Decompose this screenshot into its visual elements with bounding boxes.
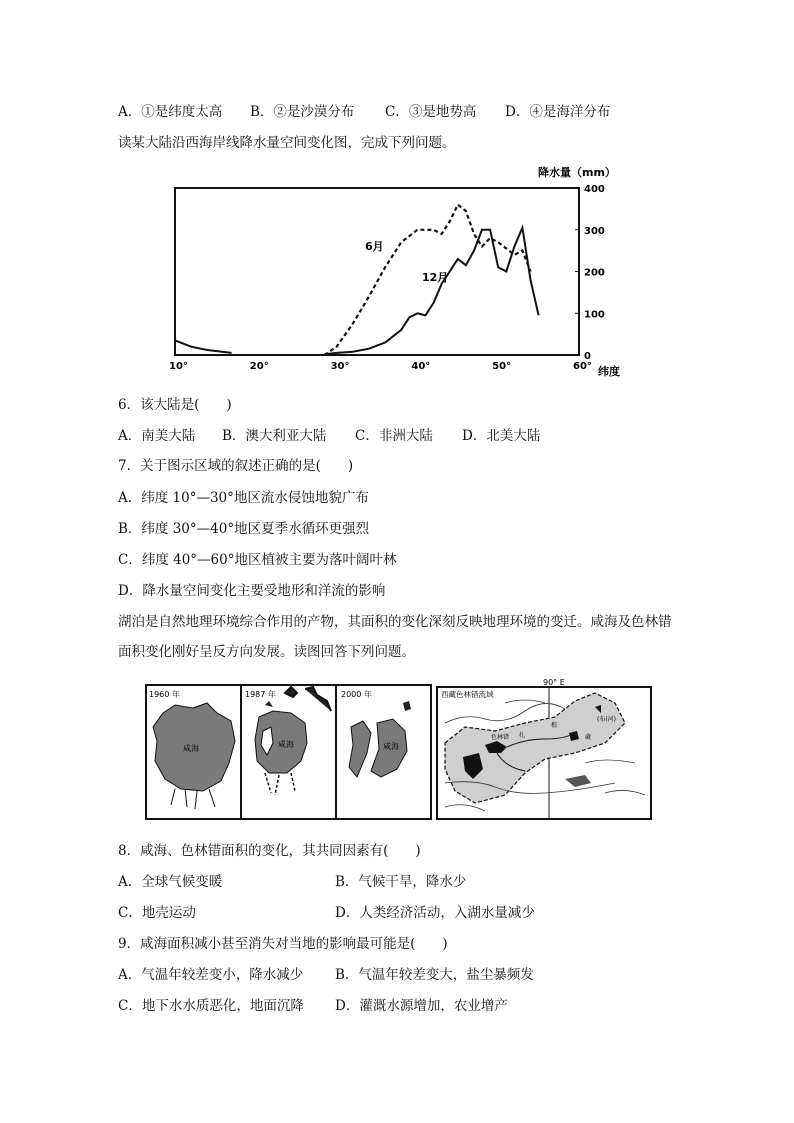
x-tick-label: 20° bbox=[249, 361, 269, 372]
lake-label-1960: 咸海 bbox=[183, 744, 199, 753]
year-2000: 2000 年 bbox=[341, 690, 372, 699]
year-1987: 1987 年 bbox=[245, 690, 276, 699]
q9-option-a: A．气温年较差变小，降水减少 bbox=[118, 967, 304, 983]
y-tick-label: 400 bbox=[584, 184, 605, 195]
x-tick-label: 30° bbox=[330, 361, 350, 372]
x-tick-label: 60° bbox=[573, 361, 592, 372]
q6-option-d: D．北美大陆 bbox=[462, 428, 541, 444]
plot-frame bbox=[175, 188, 579, 355]
y-tick-label: 0 bbox=[584, 351, 591, 362]
q9-option-b: B．气温年较差变大，盐尘暴频发 bbox=[335, 967, 534, 983]
tibet-label-zha: 扎 bbox=[519, 732, 526, 739]
y-tick-label: 100 bbox=[584, 309, 605, 321]
q7-option-a: A．纬度 10°—30°地区流水侵蚀地貌广布 bbox=[118, 490, 369, 506]
q5-option-d: D．④是海洋分布 bbox=[505, 104, 611, 120]
q6-option-c: C．非洲大陆 bbox=[355, 428, 433, 444]
q9-option-c: C．地下水水质恶化，地面沉降 bbox=[118, 998, 304, 1014]
tibet-label-selinco: 色林错 bbox=[491, 734, 510, 741]
x-tick-label: 40° bbox=[411, 361, 431, 372]
x-tick-label: 10° bbox=[169, 361, 188, 372]
series-december-line bbox=[175, 228, 539, 355]
q7-option-c: C．纬度 40°—60°地区植被主要为落叶阔叶林 bbox=[118, 552, 397, 568]
lake-label-1987: 咸海 bbox=[278, 740, 294, 749]
x-axis-label: 纬度 bbox=[598, 365, 620, 378]
q7-option-b: B．纬度 30°—40°地区夏季水循环更强烈 bbox=[118, 521, 370, 537]
q9-stem: 9．咸海面积减小甚至消失对当地的影响最可能是( ) bbox=[118, 936, 448, 952]
q6-option-a: A．南美大陆 bbox=[118, 428, 196, 444]
q5-option-b: B．②是沙漠分布 bbox=[250, 104, 355, 120]
q9-option-d: D．灌溉水源增加，农业增产 bbox=[335, 998, 508, 1014]
y-tick-label: 300 bbox=[584, 225, 605, 237]
tibet-longitude: 90° E bbox=[543, 678, 565, 687]
q8-stem: 8．咸海、色林错面积的变化，其共同因素有( ) bbox=[118, 843, 421, 859]
q5-option-c: C．③是地势高 bbox=[385, 104, 477, 120]
tibet-title: 西藏色林错流域 bbox=[441, 690, 494, 699]
label-december: 12月 bbox=[422, 271, 449, 284]
precipitation-chart bbox=[160, 158, 630, 383]
chart-intro: 读某大陆沿西海岸线降水量空间变化图，完成下列问题。 bbox=[118, 135, 456, 151]
q8-option-a: A．全球气候变暖 bbox=[118, 874, 223, 890]
q6-option-b: B．澳大利亚大陆 bbox=[222, 428, 327, 444]
q6-stem: 6．该大陆是( ) bbox=[118, 397, 232, 413]
lake-label-2000: 咸海 bbox=[383, 742, 399, 751]
q8-option-d: D．人类经济活动，入湖水量减少 bbox=[335, 905, 535, 921]
tibet-label-gen: 根 bbox=[551, 722, 558, 729]
y-axis-label: 降水量（mm） bbox=[538, 166, 616, 179]
q8-option-c: C．地壳运动 bbox=[118, 905, 196, 921]
lake-maps bbox=[145, 678, 655, 823]
q7-stem: 7．关于图示区域的叙述正确的是( ) bbox=[118, 458, 354, 474]
x-tick-label: 50° bbox=[492, 361, 512, 372]
tibet-label-river: (布(河) bbox=[597, 716, 617, 723]
year-1960: 1960 年 bbox=[149, 690, 180, 699]
q7-option-d: D．降水量空间变化主要受地形和洋流的影响 bbox=[118, 583, 386, 599]
tibet-label-zang: 藏 bbox=[585, 734, 592, 741]
lake-intro: 湖泊是自然地理环境综合作用的产物，其面积的变化深刻反映地理环境的变迁。咸海及色林错面积变化刚好呈反方向发展。读图回答下列问题。 bbox=[118, 614, 672, 660]
y-tick-label: 200 bbox=[584, 267, 605, 279]
q8-option-b: B．气候干旱，降水少 bbox=[335, 874, 467, 890]
label-june: 6月 bbox=[365, 240, 384, 253]
q5-option-a: A．①是纬度太高 bbox=[118, 104, 223, 120]
